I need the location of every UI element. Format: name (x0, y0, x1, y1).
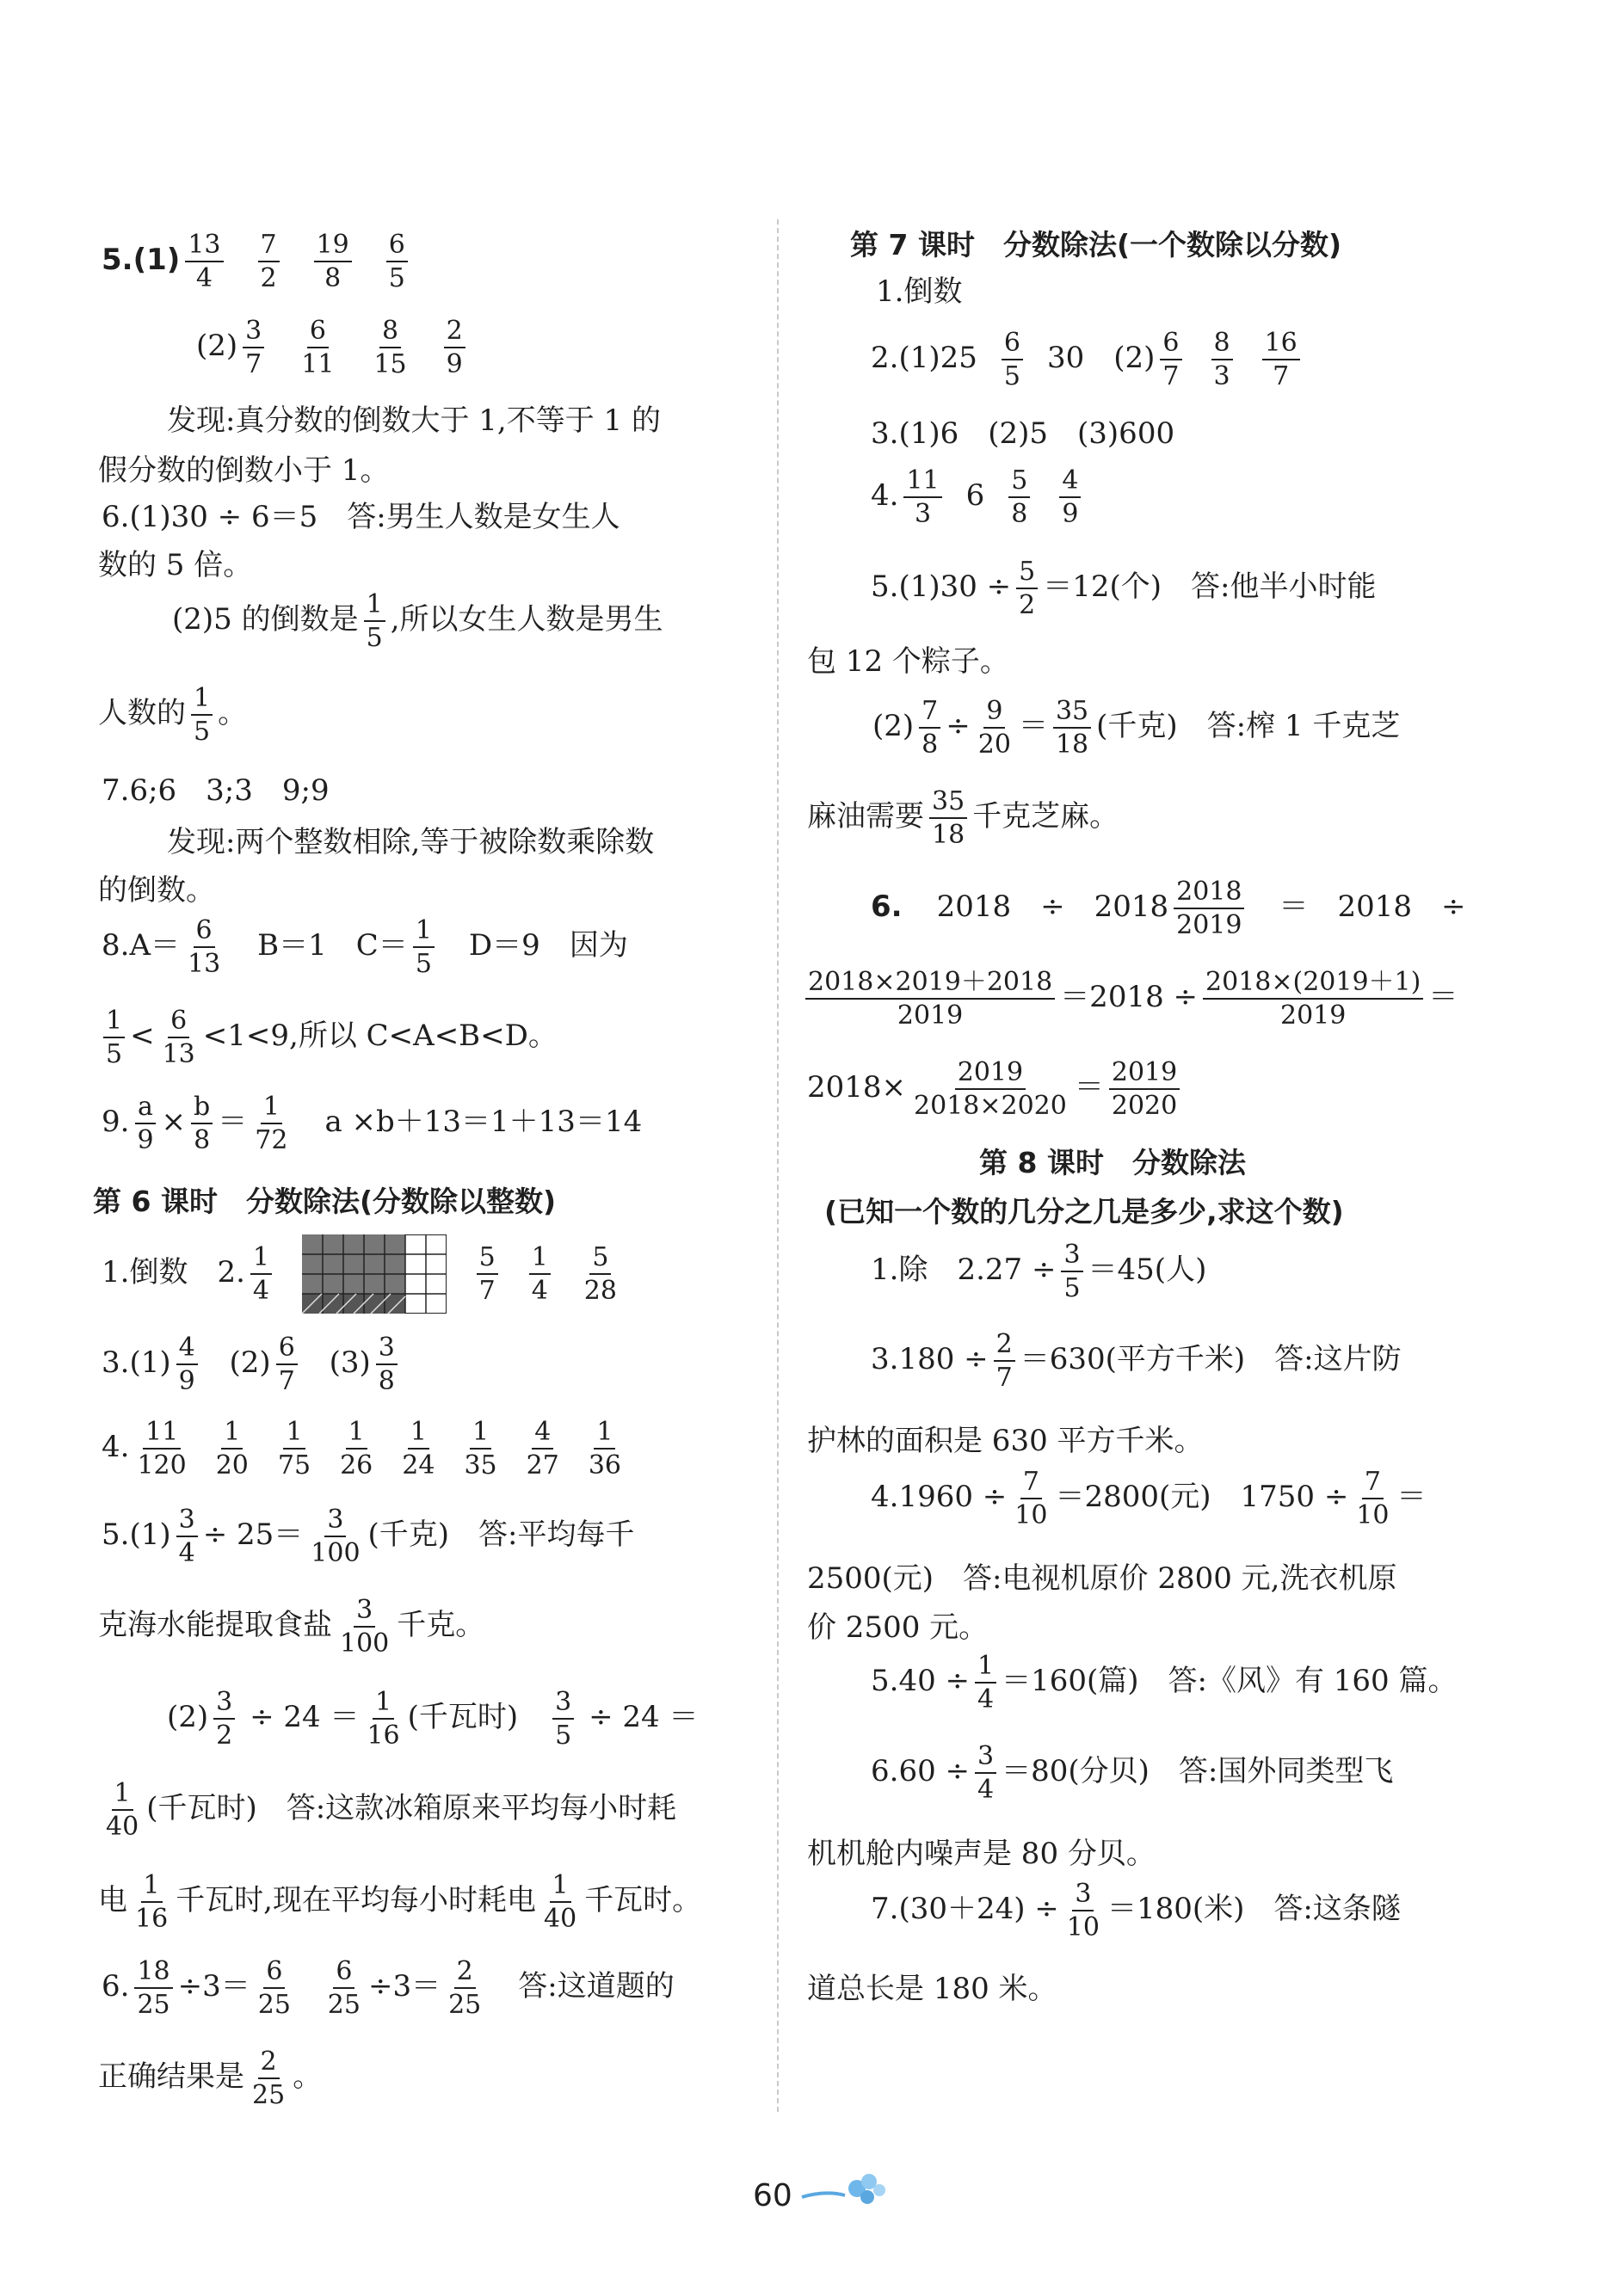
fraction (1203, 968, 1423, 1030)
fraction (1008, 466, 1030, 528)
fraction (582, 1243, 619, 1305)
numerator: 3 (213, 1688, 235, 1720)
l6-q5-2-line3: 电 $\frac{1}{16}$ 千瓦时,现在平均每小时耗电 $\frac{1}{40}$ 千瓦时。 (98, 1870, 702, 1934)
fraction (256, 1957, 293, 2019)
fraction (133, 1871, 170, 1933)
lesson8-heading: 第 8 课时 分数除法 (979, 1146, 1246, 1179)
numerator: 2019 (955, 1058, 1026, 1090)
denominator: 5 (366, 623, 383, 653)
denominator: 7 (1162, 361, 1180, 391)
denominator: 40 (106, 1812, 139, 1842)
numerator: 1 (373, 1688, 394, 1720)
denominator: 27 (526, 1450, 559, 1480)
denominator: 5 (1003, 361, 1020, 391)
numerator: 6 (1160, 329, 1181, 360)
q5-part2: (2) $\frac{3}{7}$ $\frac{6}{11}$ $\frac{8}{15}$ $\frac{2}{9}$ (196, 317, 471, 379)
l6-q5-1-line1: 5.(1) $\frac{3}{4}$ ÷ 25＝ $\frac{3}{100}$ (千克) 答:平均每千 (102, 1505, 635, 1568)
numerator: 2019 (1109, 1058, 1180, 1090)
numerator: 1 (413, 916, 435, 948)
denominator: 2019 (1176, 910, 1242, 940)
fraction (911, 1058, 1069, 1120)
numerator: 13 (185, 231, 223, 262)
l8-q5: 5.40 ÷ $\frac{1}{4}$ ＝160(篇) 答:《风》有 160 篇。 (871, 1651, 1458, 1714)
fraction (134, 1093, 156, 1154)
l6-q5-2-line1: (2) $\frac{3}{2}$ ÷ 24 ＝ $\frac{1}{16}$ (千瓦时) $\frac{3}{5}$ ÷ 24 ＝ (167, 1687, 699, 1751)
denominator: 7 (278, 1366, 295, 1396)
denominator: 100 (311, 1538, 361, 1568)
denominator: 4 (178, 1538, 195, 1568)
numerator: 18 (134, 1957, 172, 1989)
fraction (1353, 1468, 1391, 1530)
r-q2: 2.(1)25 $\frac{6}{5}$ 30 (2) $\frac{6}{7}$ $\frac{8}{3}$ $\frac{16}{7}$ (871, 329, 1305, 391)
numerator: 3 (243, 317, 264, 348)
denominator: 7 (245, 349, 262, 379)
denominator: 2 (216, 1720, 233, 1751)
numerator: 19 (314, 231, 352, 262)
denominator: 5 (106, 1039, 123, 1069)
numerator: 1 (112, 1779, 133, 1811)
denominator: 15 (373, 349, 407, 379)
denominator: 25 (327, 1990, 361, 2020)
denominator: 3 (915, 499, 932, 529)
fraction (994, 1330, 1015, 1392)
numerator: 8 (379, 317, 401, 348)
find1-line2: 假分数的倒数小于 1。 (98, 453, 390, 488)
page-number: 60 (753, 2178, 792, 2213)
numerator: 7 (1020, 1468, 1042, 1499)
numerator: 11 (903, 466, 941, 498)
fraction (903, 466, 941, 528)
numerator: b (191, 1093, 213, 1124)
denominator: 13 (188, 949, 221, 979)
numerator: 11 (143, 1418, 181, 1450)
denominator: 5 (194, 717, 211, 747)
denominator: 10 (1066, 1912, 1100, 1942)
numerator: 6 (307, 317, 329, 348)
fraction (364, 1688, 402, 1750)
fraction (413, 916, 435, 978)
denominator: 4 (531, 1276, 548, 1306)
numerator: 6 (1002, 329, 1023, 360)
denominator: 3 (1213, 361, 1230, 391)
q8-line2: $\frac{1}{5}$ < $\frac{6}{13}$ <1<9,所以 C<A<B<D。 (98, 1006, 558, 1068)
l6-q5-2-line2: $\frac{1}{40}$ (千瓦时) 答:这款冰箱原来平均每小时耗 (98, 1779, 676, 1841)
fraction (1160, 329, 1181, 391)
r-q6-line3: 2018× $\frac{2019}{2018\times 2020}$ ＝ $\frac{2019}{2020}$ (807, 1058, 1185, 1120)
denominator: 8 (922, 729, 939, 760)
l8-q3-line2: 护林的面积是 630 平方千米。 (807, 1424, 1204, 1458)
fraction (1012, 1468, 1050, 1530)
denominator: 5 (388, 263, 405, 293)
numerator: 6 (333, 1957, 354, 1989)
fraction (444, 317, 465, 379)
l6-q4: 4. $\frac{11}{120}$ $\frac{1}{20}$ $\frac{1}{75}$ $\frac{1}{26}$ $\frac{1}{24}$ $\frac{1}{35}$ $\frac{4}{27}$ $\frac{1}{36}$ (102, 1418, 629, 1480)
denominator: 36 (588, 1450, 622, 1480)
denominator: 100 (340, 1628, 390, 1659)
denominator: 18 (932, 820, 965, 850)
q6-1-line2: 数的 5 倍。 (98, 548, 253, 582)
fraction (1211, 329, 1233, 391)
numerator: 4 (176, 1333, 198, 1365)
numerator: 6 (263, 1957, 285, 1989)
numerator: 1 (346, 1418, 367, 1450)
r-q1: 1.倒数 (876, 274, 963, 309)
fraction (586, 1418, 624, 1480)
denominator: 4 (195, 263, 213, 293)
fraction (213, 1418, 251, 1480)
fraction (275, 1418, 313, 1480)
denominator: 9 (137, 1125, 154, 1155)
numerator: 2018×(2019＋1) (1203, 968, 1423, 1000)
fraction (1064, 1880, 1102, 1942)
fraction (541, 1871, 579, 1933)
l8-q3-line1: 3.180 ÷ $\frac{2}{7}$ ＝630(平方千米) 答:这片防 (871, 1329, 1402, 1393)
denominator: 2019 (897, 1000, 964, 1031)
numerator: 2 (444, 317, 465, 348)
numerator: 1 (221, 1418, 243, 1450)
numerator: 5 (1016, 557, 1038, 589)
numerator: 4 (1059, 466, 1081, 498)
fraction (376, 1333, 398, 1395)
fraction (1002, 329, 1023, 391)
q7: 7.6;6 3;3 9;9 (102, 773, 330, 808)
fraction (1174, 877, 1244, 939)
numerator: 8 (1211, 329, 1233, 360)
numerator: 5 (477, 1243, 498, 1275)
find2-line2: 的倒数。 (98, 873, 215, 908)
numerator: 35 (929, 787, 967, 819)
numerator: 6 (276, 1333, 298, 1365)
denominator: 25 (252, 2080, 286, 2110)
denominator: 25 (257, 1990, 291, 2020)
r-q3: 3.(1)6 (2)5 (3)600 (871, 416, 1175, 451)
denominator: 8 (194, 1125, 211, 1155)
numerator: 1 (470, 1418, 491, 1450)
fraction (213, 1688, 235, 1750)
q9: 9. $\frac{a}{9}$ × $\frac{b}{8}$ ＝ $\frac{1}{72}$ a ×b＋13＝1＋13＝14 (102, 1092, 643, 1155)
fraction (1109, 1058, 1180, 1120)
q6-2-line2: 人数的 $\frac{1}{5}$ 。 (98, 683, 248, 747)
l8-q1-q2: 1.除 2.27 ÷ $\frac{3}{5}$ ＝45(人) (871, 1240, 1207, 1303)
denominator: 35 (464, 1450, 497, 1480)
denominator: 9 (446, 349, 463, 379)
lesson8-subheading: (已知一个数的几分之几是多少,求这个数) (824, 1195, 1344, 1228)
denominator: 2019 (1280, 1000, 1347, 1031)
fraction (191, 1093, 213, 1154)
numerator: a (135, 1093, 156, 1124)
fraction (308, 1505, 362, 1567)
numerator: 3 (975, 1742, 996, 1774)
denominator: 7 (478, 1276, 496, 1306)
numerator: 1 (283, 1418, 305, 1450)
fraction (134, 1418, 188, 1480)
fraction (805, 968, 1055, 1030)
find1-line1: 发现:真分数的倒数大于 1,不等于 1 的 (167, 403, 661, 438)
denominator: 120 (137, 1450, 187, 1480)
numerator: 4 (532, 1418, 553, 1450)
fraction (364, 590, 385, 652)
fraction (160, 1006, 198, 1068)
fraction (1016, 557, 1038, 619)
denominator: 7 (996, 1363, 1013, 1393)
l6-q3: 3.(1) $\frac{4}{9}$ (2) $\frac{6}{7}$ (3) $\frac{3}{8}$ (102, 1333, 403, 1395)
numerator: 1 (103, 1006, 125, 1038)
numerator: 3 (1072, 1880, 1094, 1911)
numerator: 16 (1262, 329, 1300, 360)
denominator: 24 (402, 1450, 435, 1480)
fraction (1262, 329, 1300, 391)
numerator: 3 (376, 1333, 398, 1365)
q6-2-line1: (2)5 的倒数是 $\frac{1}{5}$ ,所以女生人数是男生 (172, 589, 663, 653)
numerator: 2018 (1174, 877, 1244, 909)
l8-q4-line3: 价 2500 元。 (807, 1610, 989, 1645)
lesson6-heading: 第 6 课时 分数除法(分数除以整数) (93, 1185, 557, 1218)
fraction (103, 1006, 125, 1068)
denominator: 8 (324, 263, 342, 293)
denominator: 5 (1063, 1273, 1081, 1303)
l6-q1-q2: 1.倒数 2. $\frac{1}{4}$ $\frac{5}{7}$ $\frac{1}{4}$ $\frac{5}{28}$ (102, 1234, 625, 1314)
denominator: 9 (1062, 499, 1079, 529)
fraction (252, 1093, 290, 1154)
numerator: 3 (324, 1505, 346, 1537)
fraction (176, 1333, 198, 1395)
denominator: 20 (215, 1450, 249, 1480)
denominator: 25 (448, 1990, 482, 2020)
denominator: 25 (137, 1990, 170, 2020)
fraction (399, 1418, 437, 1480)
l6-q6-line1: 6. $\frac{18}{25}$ ÷3＝ $\frac{6}{25}$ $\frac{6}{25}$ ÷3＝ $\frac{2}{25}$ 答:这道题的 (102, 1956, 675, 2020)
flower-decoration-icon (800, 2168, 895, 2213)
denominator: 20 (977, 729, 1011, 760)
q5-part1: 5.(1) $\frac{13}{4}$ $\frac{7}{2}$ $\frac{19}{8}$ $\frac{6}{5}$ (102, 231, 413, 292)
numerator: 3 (176, 1505, 198, 1537)
denominator: 2 (260, 263, 277, 293)
denominator: 16 (367, 1720, 400, 1751)
fraction (529, 1243, 551, 1305)
l8-q6-line2: 机机舱内噪声是 80 分贝。 (807, 1837, 1156, 1871)
numerator: 2 (994, 1330, 1015, 1362)
denominator: 28 (583, 1276, 617, 1306)
fraction (250, 1243, 272, 1305)
l8-q4-line2: 2500(元) 答:电视机原价 2800 元,洗衣机原 (807, 1561, 1397, 1596)
denominator: 2020 (1111, 1091, 1178, 1121)
numerator: 1 (529, 1243, 551, 1275)
fraction (386, 231, 408, 292)
numerator: 1 (594, 1418, 615, 1450)
fraction (314, 231, 352, 292)
denominator: 8 (378, 1366, 395, 1396)
fraction (524, 1418, 562, 1480)
shaded-grid-figure (302, 1234, 447, 1314)
denominator: 4 (977, 1775, 995, 1805)
numerator: 1 (261, 1093, 282, 1124)
fraction (185, 231, 223, 292)
numerator: 7 (1362, 1468, 1384, 1499)
fraction (185, 916, 223, 978)
numerator: 35 (1053, 697, 1091, 729)
fraction (243, 317, 264, 379)
numerator: 3 (552, 1688, 574, 1720)
denominator: 4 (252, 1276, 269, 1306)
denominator: 9 (178, 1366, 195, 1396)
numerator: 5 (589, 1243, 611, 1275)
fraction (276, 1333, 298, 1395)
denominator: 5 (415, 949, 432, 979)
l8-q6-line1: 6.60 ÷ $\frac{3}{4}$ ＝80(分贝) 答:国外同类型飞 (871, 1741, 1394, 1805)
numerator: 2018×2019＋2018 (805, 968, 1055, 1000)
denominator: 16 (135, 1904, 169, 1934)
denominator: 11 (301, 349, 335, 379)
fraction (103, 1779, 141, 1841)
r-q5-1-line2: 包 12 个粽子。 (807, 644, 1009, 679)
numerator: 1 (408, 1418, 429, 1450)
numerator: 1 (191, 684, 213, 716)
numerator: 6 (386, 231, 408, 262)
denominator: 2 (1019, 590, 1036, 620)
r-q5-2-line2: 麻油需要 $\frac{35}{18}$ 千克芝麻。 (807, 786, 1119, 850)
numerator: 1 (141, 1871, 163, 1903)
fraction (1061, 1240, 1082, 1302)
denominator: 72 (255, 1125, 288, 1155)
denominator: 5 (555, 1720, 572, 1751)
numerator: 5 (1008, 466, 1030, 498)
fraction (975, 1652, 996, 1714)
fraction (337, 1418, 375, 1480)
denominator: 26 (340, 1450, 373, 1480)
fraction (929, 787, 967, 849)
find2-line1: 发现:两个整数相除,等于被除数乘除数 (167, 825, 655, 859)
column-divider (777, 219, 779, 2112)
fraction (191, 684, 213, 746)
numerator: 3 (1061, 1240, 1082, 1272)
numerator: 1 (975, 1652, 996, 1684)
l6-q6-line2: 正确结果是 $\frac{2}{25}$ 。 (98, 2047, 323, 2110)
denominator: 13 (162, 1039, 195, 1069)
denominator: 7 (1273, 361, 1290, 391)
fraction (250, 2047, 287, 2109)
fraction (477, 1243, 498, 1305)
fraction (325, 1957, 363, 2019)
denominator: 75 (277, 1450, 311, 1480)
numerator: 3 (354, 1596, 375, 1628)
denominator: 40 (544, 1904, 577, 1934)
r-q5-2-line1: (2) $\frac{7}{8}$ ÷ $\frac{9}{20}$ ＝ $\frac{35}{18}$ (千克) 答:榨 1 千克芝 (872, 696, 1401, 760)
numerator: 2 (258, 2047, 280, 2079)
numerator: 6 (194, 916, 215, 948)
l8-q7-line1: 7.(30＋24) ÷ $\frac{3}{10}$ ＝180(米) 答:这条隧 (871, 1879, 1401, 1942)
fraction (975, 1742, 996, 1804)
denominator: 2018×2020 (914, 1091, 1067, 1121)
fraction (258, 231, 280, 292)
fraction (461, 1418, 499, 1480)
lesson7-heading: 第 7 课时 分数除法(一个数除以分数) (850, 228, 1342, 262)
q8-line1: 8.A＝ $\frac{6}{13}$ B＝1 C＝ $\frac{1}{5}$ D＝9 因为 (102, 915, 628, 979)
r-q5-1-line1: 5.(1)30 ÷ $\frac{5}{2}$ ＝12(个) 答:他半小时能 (871, 557, 1377, 620)
denominator: 10 (1356, 1500, 1390, 1530)
fraction (552, 1688, 574, 1750)
fraction (371, 317, 409, 379)
numerator: 1 (364, 590, 385, 622)
fraction (176, 1505, 198, 1567)
q6-1-line1: 6.(1)30 ÷ 6＝5 答:男生人数是女生人 (102, 500, 620, 534)
numerator: 6 (168, 1006, 189, 1038)
fraction (1053, 697, 1091, 759)
l8-q7-line2: 道总长是 180 米。 (807, 1972, 1057, 2006)
r-q6-line1: 6. 2018 ÷ 2018 $\frac{2018}{2019}$ ＝ 2018 ÷ (871, 877, 1466, 940)
fraction (976, 697, 1014, 759)
l8-q4-line1: 4.1960 ÷ $\frac{7}{10}$ ＝2800(元) 1750 ÷ $\frac{7}{10}$ ＝ (871, 1467, 1427, 1530)
r-q6-line2: $\frac{2018\times 2019+2018}{2019}$ ＝2018 ÷ $\frac{2018\times(2019+1)}{2019}$ ＝ (800, 968, 1458, 1030)
r-q4: 4. $\frac{11}{3}$ 6 $\frac{5}{8}$ $\frac{4}{9}$ (871, 466, 1086, 528)
l6-q5-1-line2: 克海水能提取食盐 $\frac{3}{100}$ 千克。 (98, 1595, 485, 1659)
numerator: 9 (983, 697, 1005, 729)
numerator: 2 (454, 1957, 476, 1989)
fraction (446, 1957, 484, 2019)
numerator: 1 (550, 1871, 571, 1903)
numerator: 1 (250, 1243, 272, 1275)
fraction (919, 697, 940, 759)
denominator: 8 (1011, 499, 1028, 529)
numerator: 7 (258, 231, 280, 262)
denominator: 18 (1055, 729, 1089, 760)
fraction (134, 1957, 172, 2019)
fraction (299, 317, 336, 379)
fraction (337, 1596, 391, 1658)
numerator: 7 (919, 697, 940, 729)
denominator: 10 (1014, 1500, 1048, 1530)
denominator: 4 (977, 1684, 995, 1714)
fraction (1059, 466, 1081, 528)
